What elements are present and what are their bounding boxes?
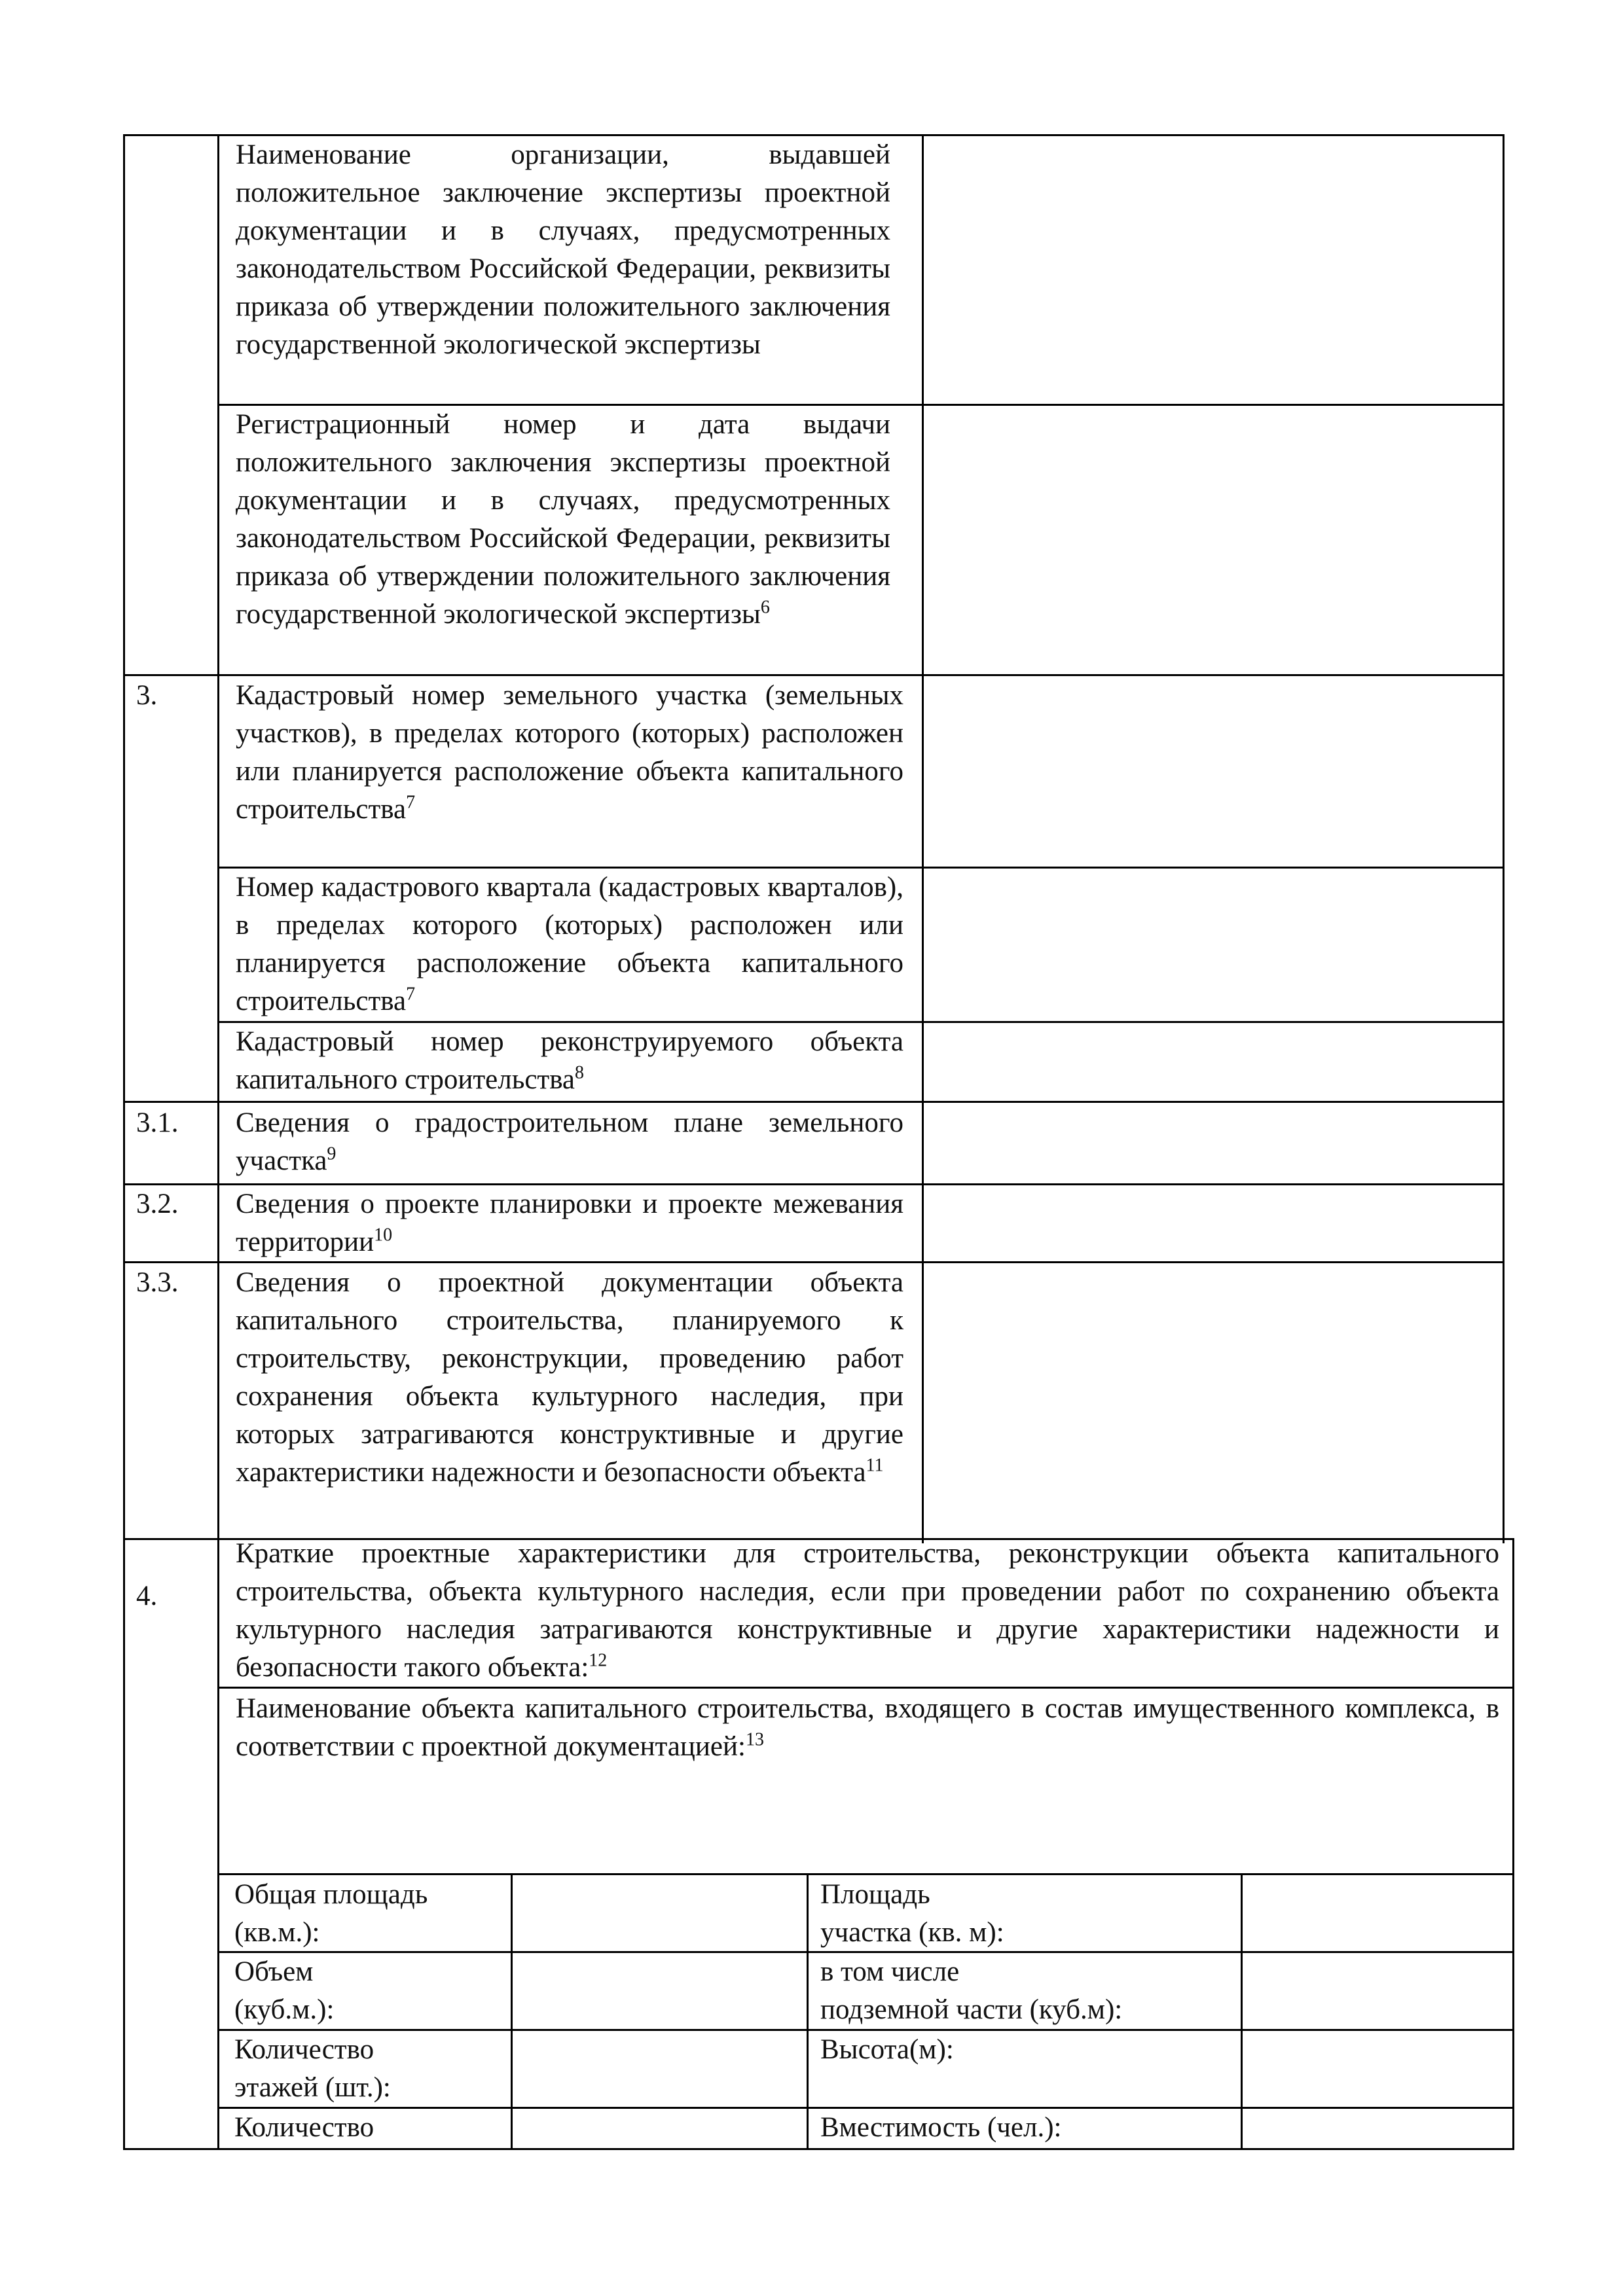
row-organization-label: [236, 136, 890, 364]
grid-divider: [807, 1873, 809, 2150]
row-reconstructed-object-value[interactable]: [924, 1023, 1503, 1101]
row-urban-plan-text: Сведения о градостроительном плане земельного участка: [236, 1107, 903, 1176]
row-brief-characteristics-label: [236, 1535, 1499, 1687]
total-area-input[interactable]: [513, 1875, 807, 1951]
footnote-ref: 12: [589, 1650, 608, 1671]
row-registration-label: [236, 406, 890, 634]
row-cadastral-quarter-label: [236, 869, 903, 1020]
number-column-divider: [217, 134, 219, 2150]
row-organization-text: Наименование организации, выдавшей положительное заключение экспертизы проектной документации и в случаях, предусмотренных законодательством Российской Федерации, реквизиты приказа об утверждении положительного заключения государственной экологической экспертизы: [236, 139, 890, 360]
floors-input[interactable]: [513, 2031, 807, 2107]
grid-label: Высота(м):: [820, 2034, 954, 2065]
row-object-name-label: [236, 1690, 1499, 1766]
row-planning-project-text: Сведения о проекте планировки и проекте межевания территории: [236, 1189, 903, 1257]
quantity-input[interactable]: [513, 2109, 807, 2148]
row-object-name-value[interactable]: [236, 1767, 1499, 1872]
row-number: 4.: [136, 1581, 158, 1611]
table-right-border-top: [1503, 134, 1504, 1543]
row-urban-plan-label: [236, 1104, 903, 1180]
footnote-ref: 13: [745, 1729, 764, 1750]
row-number: 3.3.: [136, 1267, 179, 1298]
footnote-ref: 9: [327, 1143, 337, 1164]
grid-label: Количество: [234, 2112, 374, 2143]
footnote-ref: 8: [575, 1062, 585, 1083]
grid-label: Объем (куб.м.):: [234, 1956, 335, 2025]
table-right-border-bottom: [1512, 1538, 1514, 2150]
row-cadastral-quarter-value[interactable]: [924, 869, 1503, 1021]
footnote-ref: 7: [406, 984, 416, 1005]
row-urban-plan-value[interactable]: [924, 1103, 1503, 1183]
row-planning-project-value[interactable]: [924, 1185, 1503, 1261]
row-organization-value[interactable]: [924, 136, 1503, 404]
table-bottom-border: [123, 2148, 1514, 2150]
row-object-name-text: Наименование объекта капитального строительства, входящего в состав имущественного комплекса, в соответствии с проектной документацией:: [236, 1693, 1499, 1762]
table-left-border: [123, 134, 125, 2150]
row-brief-characteristics-text: Краткие проектные характеристики для строительства, реконструкции объекта капитального строительства, объекта культурного наследия, если при проведении работ по сохранению объекта культурного наследия затрагиваются конструктивные и другие характеристики надежности и безопасности такого объекта:: [236, 1538, 1499, 1683]
row-project-docs-value[interactable]: [924, 1263, 1503, 1538]
row-divider: [217, 1687, 1514, 1689]
height-input[interactable]: [1243, 2031, 1512, 2107]
footnote-ref: 6: [760, 597, 770, 618]
row-reconstructed-object-text: Кадастровый номер реконструируемого объекта капитального строительства: [236, 1026, 903, 1095]
row-cadastral-plot-value[interactable]: [924, 676, 1503, 867]
footnote-ref: 10: [374, 1225, 393, 1246]
footnote-ref: 11: [866, 1455, 884, 1476]
row-number: 3.1.: [136, 1107, 179, 1138]
underground-volume-input[interactable]: [1243, 1953, 1512, 2029]
row-project-docs-text: Сведения о проектной документации объекта капитального строительства, планируемого к строительству, реконструкции, проведению работ сохранения объекта культурного наследия, при которых затрагиваются конструктивные и другие характеристики надежности и безопасности объекта: [236, 1267, 903, 1488]
row-project-docs-label: [236, 1264, 903, 1492]
grid-label: Площадь участка (кв. м):: [820, 1879, 1004, 1948]
grid-label: Общая площадь (кв.м.):: [234, 1879, 428, 1948]
row-registration-text: Регистрационный номер и дата выдачи положительного заключения экспертизы проектной документации и в случаях, предусмотренных законодательством Российской Федерации, реквизиты приказа об утверждении положительного заключения государственной экологической экспертизы: [236, 409, 890, 630]
grid-label: в том числе подземной части (куб.м):: [820, 1956, 1123, 2025]
plot-area-input[interactable]: [1243, 1875, 1512, 1951]
footnote-ref: 7: [406, 792, 416, 813]
row-registration-value[interactable]: [924, 406, 1503, 674]
grid-label: Вместимость (чел.):: [820, 2112, 1062, 2143]
capacity-input[interactable]: [1243, 2109, 1512, 2148]
row-number: 3.2.: [136, 1189, 179, 1219]
row-cadastral-plot-text: Кадастровый номер земельного участка (земельных участков), в пределах которого (которых) расположен или планируется расположение объекта капитального строительства: [236, 680, 903, 825]
row-cadastral-quarter-text: Номер кадастрового квартала (кадастровых кварталов), в пределах которого (которых) расположен или планируется расположение объекта капитального строительства: [236, 872, 903, 1016]
grid-label: Количество этажей (шт.):: [234, 2034, 391, 2103]
row-reconstructed-object-label: [236, 1023, 903, 1099]
row-planning-project-label: [236, 1185, 903, 1261]
row-number: 3.: [136, 680, 158, 711]
row-cadastral-plot-label: [236, 677, 903, 829]
volume-input[interactable]: [513, 1953, 807, 2029]
